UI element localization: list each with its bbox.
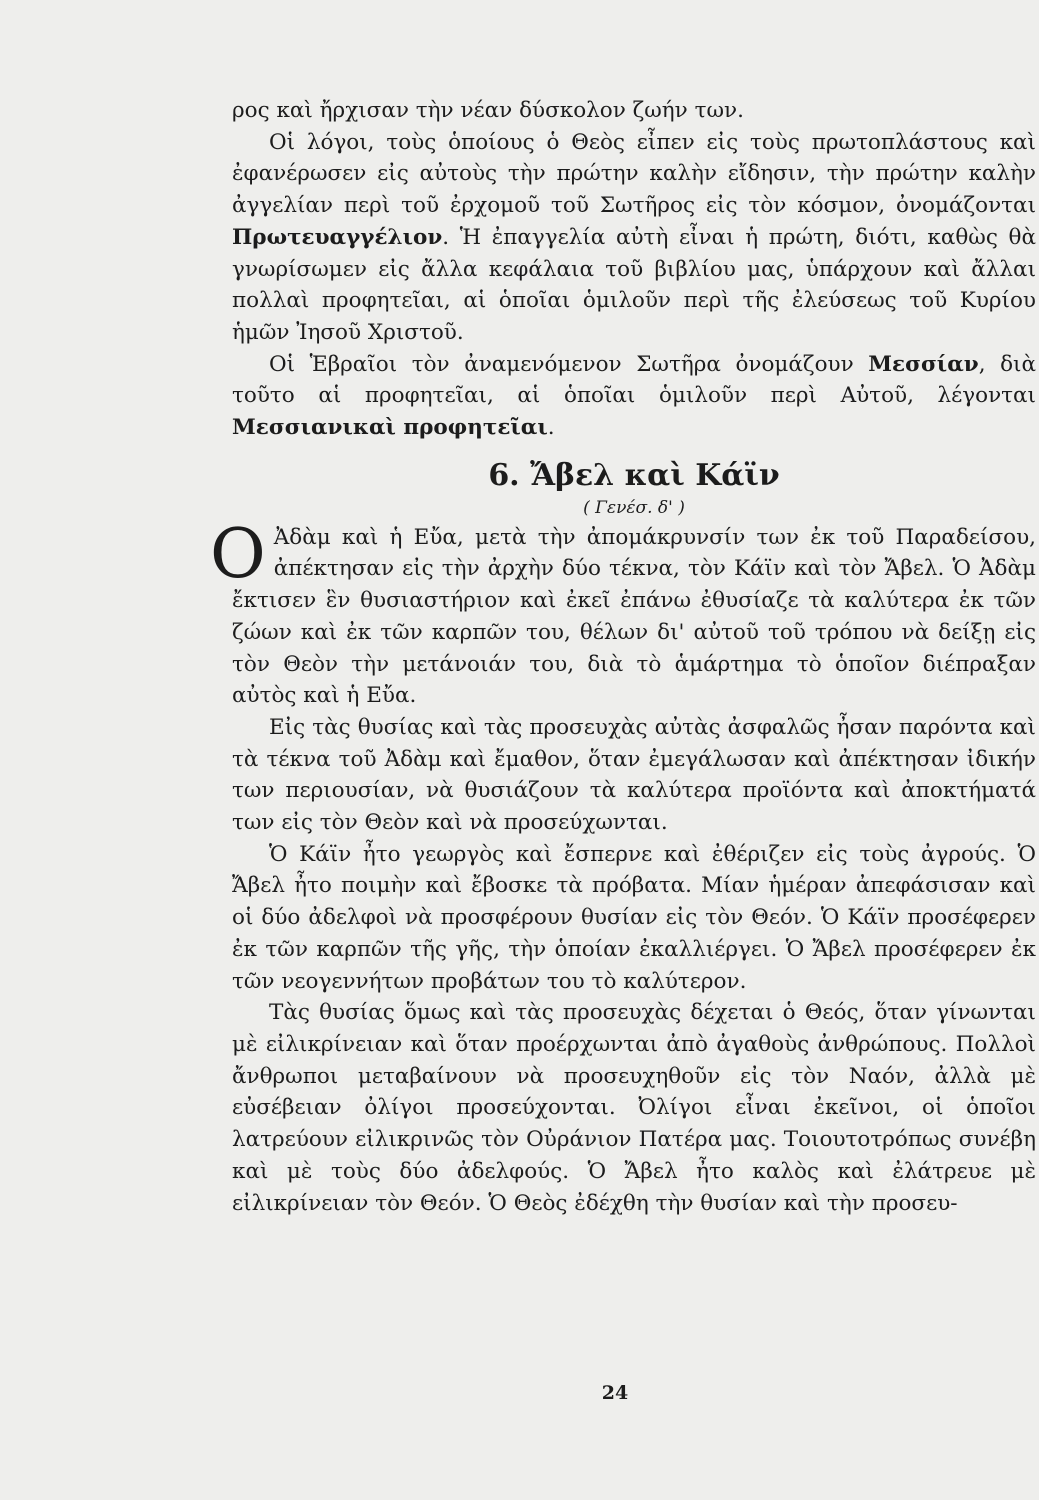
paragraph-text: . [547, 415, 555, 441]
paragraph-text: Εἰς τὰς θυσίας καὶ τὰς προσευχὰς αὐτὰς ἀσφαλῶς ἦσαν παρόντα καὶ τὰ τέκνα τοῦ Ἀδὰμ καὶ ἔμαθον, ὅταν ἐμεγάλωσαν καὶ ἀπέκτησαν ἰδικήν των περιουσίαν, νὰ θυσιάζουν τὰ καλύτερα προϊόντα καὶ ἀποκτήματά των εἰς τὸν Θεὸν καὶ νὰ προσεύχωνται. [232, 714, 1036, 836]
scripture-reference: ( Γενέσ. δ' ) [583, 497, 685, 518]
body-text [210, 95, 1036, 1219]
paragraph [232, 127, 1036, 349]
paragraph-text: ρος καὶ ἤρχισαν τὴν νέαν δύσκολον ζωήν των. [232, 98, 744, 123]
bold-term: Πρωτευαγγέλιον [232, 224, 443, 250]
bold-term: Μεσσίαν [868, 351, 979, 377]
paragraph-text: Ὁ Κάϊν ἦτο γεωργὸς καὶ ἔσπερνε καὶ ἐθέριζεν εἰς τοὺς ἀγρούς. Ὁ Ἄβελ ἦτο ποιμὴν καὶ ἔβοσκε τὰ πρόβατα. Μίαν ἡμέραν ἀπεφάσισαν καὶ οἱ δύο ἀδελφοὶ νὰ προσφέρουν θυσίαν εἰς τὸν Θεόν. Ὁ Κάϊν προσέφερεν ἐκ τῶν καρπῶν τῆς γῆς, τὴν ὁποίαν ἐκαλλιέργει. Ὁ Ἄβελ προσέφερεν ἐκ τῶν νεογεννήτων προβάτων του τὸ καλύτερον. [232, 841, 1036, 994]
paragraph [232, 839, 1036, 998]
paragraph [232, 95, 1036, 127]
paragraph-text: Οἱ Ἑβραῖοι τὸν ἀναμενόμενον Σωτῆρα ὀνομάζουν [269, 351, 869, 377]
drop-cap: Ο [210, 514, 266, 594]
paragraph-text: Τὰς θυσίας ὅμως καὶ τὰς προσευχὰς δέχεται ὁ Θεός, ὅταν γίνωνται μὲ εἰλικρίνειαν καὶ ὅταν προέρχωνται ἀπὸ ἀγαθοὺς ἀνθρώπους. Πολλοὶ ἄνθρωποι μεταβαίνουν νὰ προσευχηθοῦν εἰς τὸν Ναόν, ἀλλὰ μὲ εὐσέβειαν ὀλίγοι προσεύχονται. Ὀλίγοι εἶναι ἐκεῖνοι, οἱ ὁποῖοι λατρεύουν εἰλικρινῶς τὸν Οὐράνιον Πατέρα μας. Τοιουτοτρόπως συνέβη καὶ μὲ τοὺς δύο ἀδελφούς. Ὁ Ἄβελ ἦτο καλὸς καὶ ἐλάτρευε μὲ εἰλικρίνειαν τὸν Θεόν. Ὁ Θεὸς ἐδέχθη τὴν θυσίαν καὶ τὴν προσευ- [232, 1000, 1036, 1216]
paragraph-text: . Ἡ ἐπαγγελία αὐτὴ εἶναι ἡ πρώτη, διότι, καθὼς θὰ γνωρίσωμεν εἰς ἄλλα κεφάλαια τοῦ βιβλίου μας, ὑπάρχουν καὶ ἄλλαι πολλαὶ προφητεῖαι, αἱ ὁποῖαι ὁμιλοῦν περὶ τῆς ἐλεύσεως τοῦ Κυρίου ἡμῶν Ἰησοῦ Χριστοῦ. [232, 224, 1036, 345]
paragraph-text: , διὰ τοῦτο αἱ προφητεῖαι, αἱ ὁποῖαι ὁμιλοῦν περὶ Αὐτοῦ, λέγονται [232, 351, 1036, 409]
paragraph [232, 712, 1036, 839]
paragraph [232, 349, 1036, 444]
bold-term: Μεσσιανικαὶ προφητεῖαι [232, 415, 548, 441]
chapter-heading: 6. Ἄβελ καὶ Κάϊν [488, 457, 780, 493]
page-number: 24 [601, 1382, 629, 1404]
paragraph [232, 997, 1036, 1219]
paragraph [210, 514, 1036, 712]
paragraph-text: Ἀδὰμ καὶ ἡ Εὔα, μετὰ τὴν ἀπομάκρυνσίν των ἐκ τοῦ Παραδείσου, ἀπέκτησαν εἰς τὴν ἀρχὴν δύο τέκνα, τὸν Κάϊν καὶ τὸν Ἄβελ. Ὁ Ἀδὰμ ἔκτισεν ἓν θυσιαστήριον καὶ ἐκεῖ ἐπάνω ἐθυσίαζε τὰ καλύτερα ἐκ τῶν ζώων καὶ ἐκ τῶν καρπῶν του, θέλων δι' αὐτοῦ τοῦ τρόπου νὰ δείξῃ εἰς τὸν Θεὸν τὴν μετάνοιάν του, διὰ τὸ ἁμάρτημα τὸ ὁποῖον διέπραξαν αὐτὸς καὶ ἡ Εὔα. [232, 524, 1036, 709]
paragraph-text: Οἱ λόγοι, τοὺς ὁποίους ὁ Θεὸς εἶπεν εἰς τοὺς πρωτοπλάστους καὶ ἐφανέρωσεν εἰς αὐτοὺς τὴν πρώτην καλὴν εἴδησιν, τὴν πρώτην καλὴν ἀγγελίαν περὶ τοῦ ἐρχομοῦ τοῦ Σωτῆρος εἰς τὸν κόσμον, ὀνομάζονται [232, 129, 1036, 219]
